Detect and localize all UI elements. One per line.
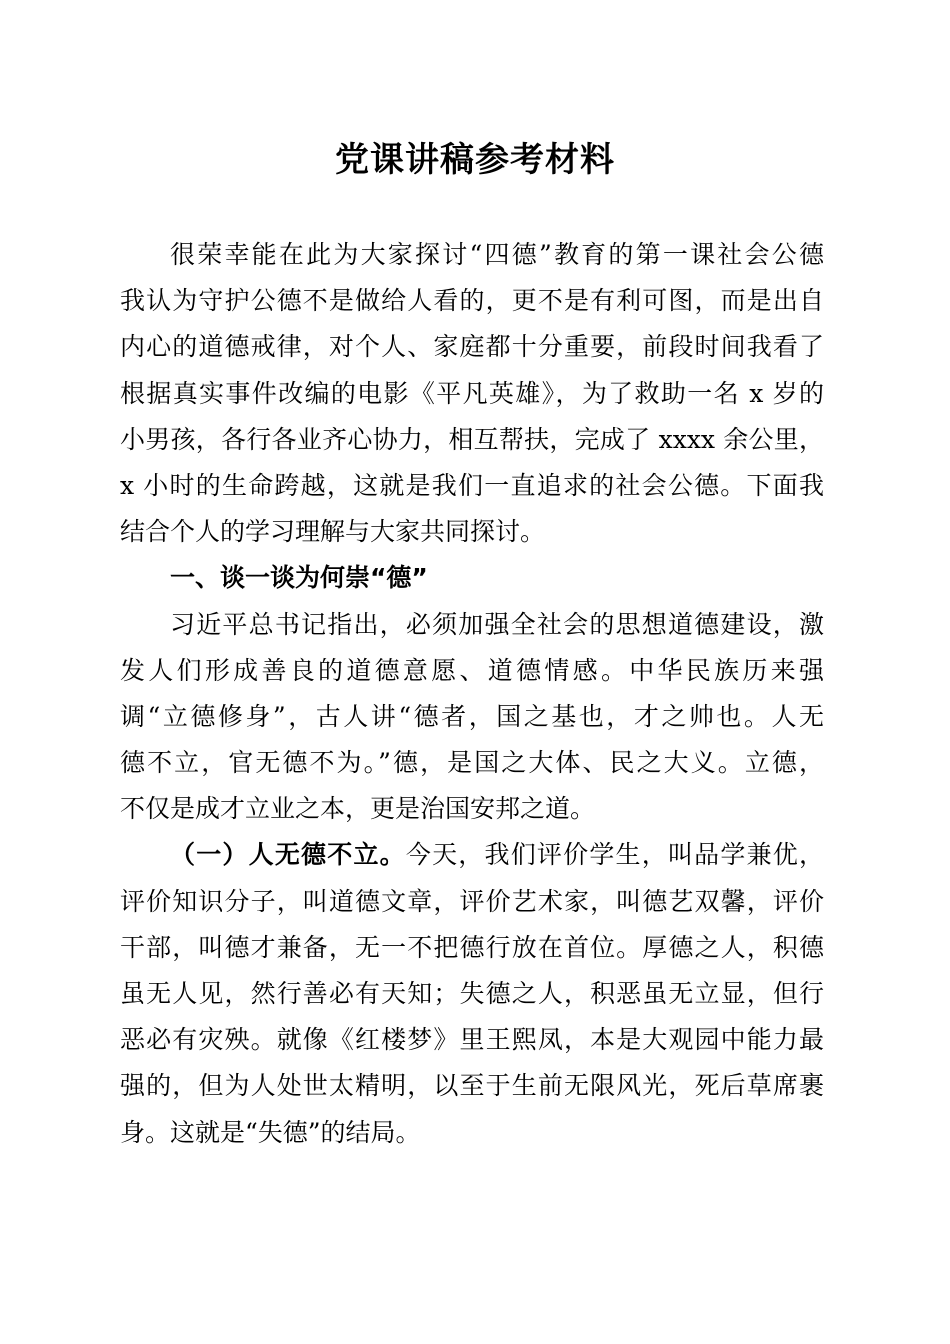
section-line-3: 调“立德修身”，古人讲“德者，国之基也，才之帅也。人无 [120,701,824,731]
subsection-line-5: 恶必有灾殃。就像《红楼梦》里王熙凤，本是大观园中能力最 [120,1025,824,1055]
subsection-first-line [120,832,824,878]
section-line-2: 发人们形成善良的道德意愿、道德情感。中华民族历来强 [120,655,824,685]
section-line-4: 德不立，官无德不为。”德，是国之大体、民之大义。立德， [120,748,824,778]
intro-line-3: 内心的道德戒律，对个人、家庭都十分重要，前段时间我看了 [120,332,824,362]
document-title: 党课讲稿参考材料 [335,140,615,180]
subsection-line-3: 干部，叫德才兼备，无一不把德行放在首位。厚德之人，积德 [120,932,824,962]
subsection-label: （一）人无德不立。 [170,840,406,870]
section-line-5: 不仅是成才立业之本，更是治国安邦之道。 [120,794,596,824]
subsection-line-4: 虽无人见，然行善必有天知；失德之人，积恶虽无立显，但行 [120,979,824,1008]
intro-line-2: 我认为守护公德不是做给人看的，更不是有利可图，而是出自 [120,286,824,316]
document-body [120,232,824,1156]
subsection-line-6: 强的，但为人处世太精明，以至于生前无限风光，死后草席裹 [120,1071,824,1101]
intro-line-6: x 小时的生命跨越，这就是我们一直追求的社会公德。下面我 [120,470,824,500]
section-heading: 一、谈一谈为何崇“德” [170,563,428,593]
intro-line-5: 小男孩，各行各业齐心协力，相互帮扶，完成了 xxxx 余公里， [120,424,824,454]
subsection-line-2: 评价知识分子，叫道德文章，评价艺术家，叫德艺双馨，评价 [120,886,824,916]
intro-line-4: 根据真实事件改编的电影《平凡英雄》，为了救助一名 x 岁的 [120,378,824,408]
intro-line-7: 结合个人的学习理解与大家共同探讨。 [120,517,546,547]
subsection-first-line-text: 今天，我们评价学生，叫品学兼优， [405,840,824,870]
section-line-1: 习近平总书记指出，必须加强全社会的思想道德建设，激 [170,609,824,639]
intro-line-1: 很荣幸能在此为大家探讨“四德”教育的第一课社会公德 [170,240,824,269]
subsection-line-7: 身。这就是“失德”的结局。 [120,1117,421,1147]
